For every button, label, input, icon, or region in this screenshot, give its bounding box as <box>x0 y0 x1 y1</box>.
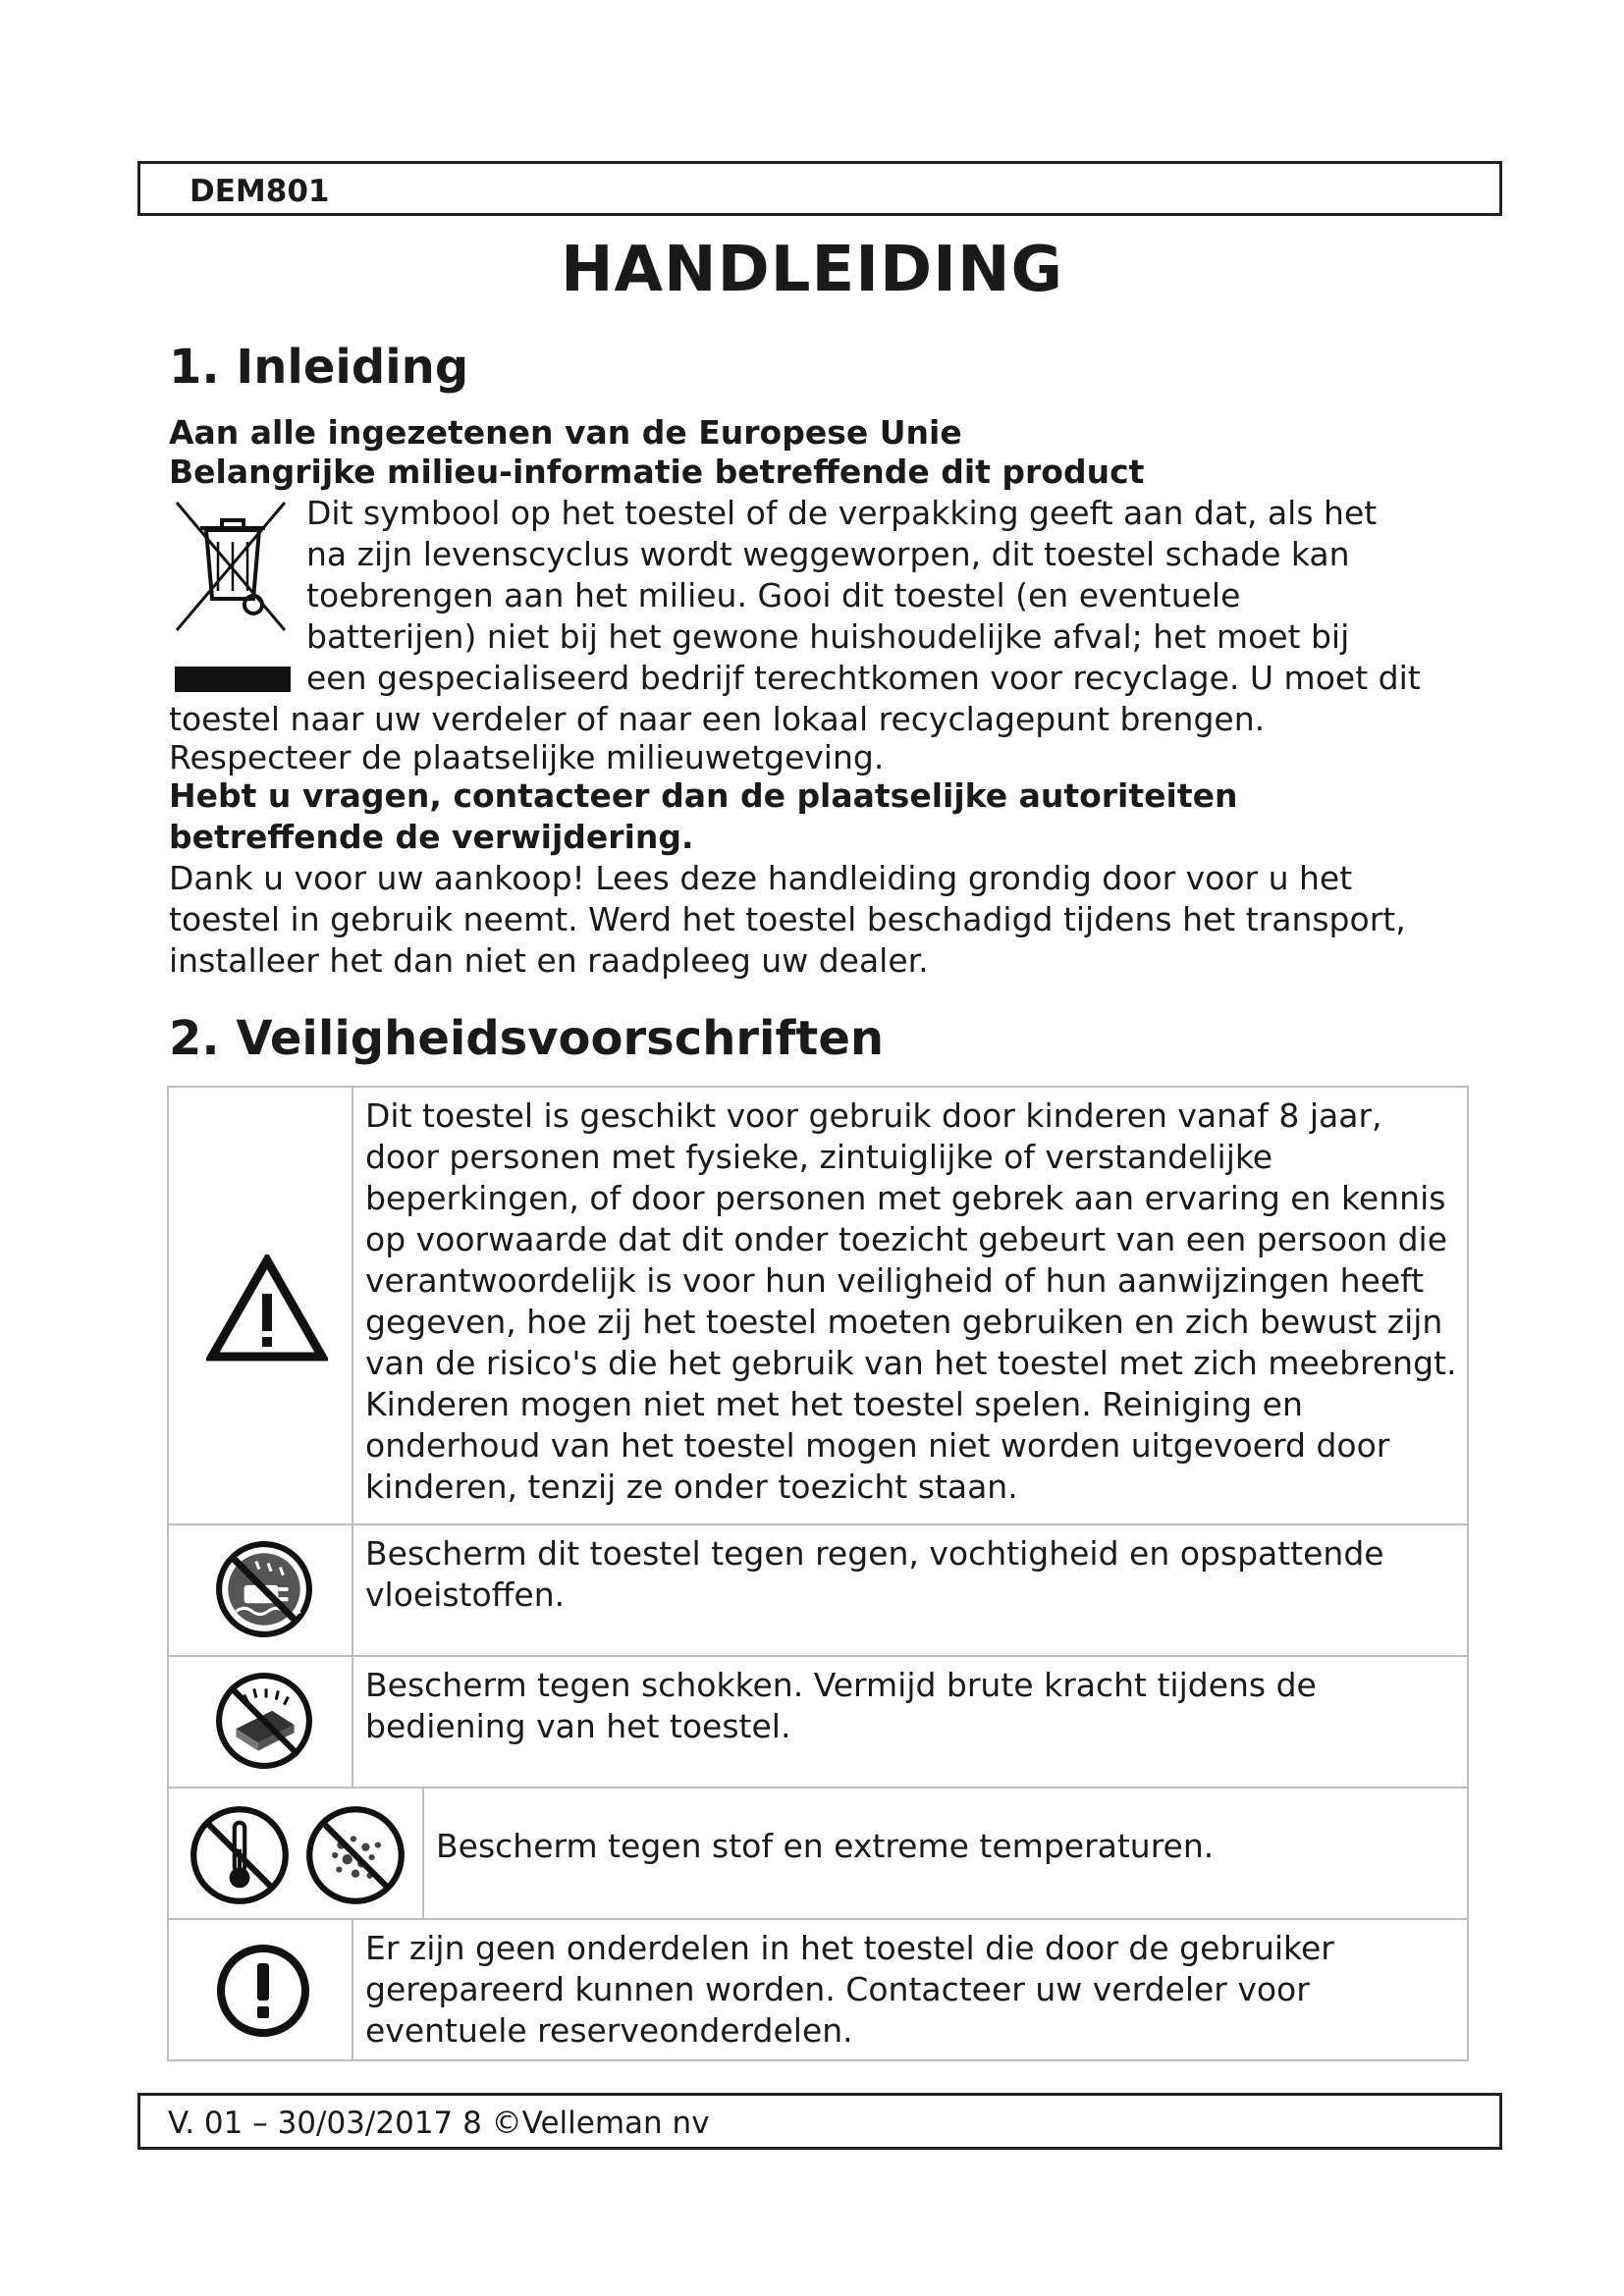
safety-row <box>167 1086 1469 1525</box>
footer-frame <box>137 2093 1502 2150</box>
safety-row <box>167 1657 1469 1789</box>
safety-icon-cell <box>169 1525 353 1655</box>
warning-triangle-icon <box>206 1255 328 1362</box>
thanks-line: toestel in gebruik neemt. Werd het toestel beschadigd tijdens het transport, <box>169 900 1406 938</box>
safety-text-line: bediening van het toestel. <box>365 1707 791 1745</box>
weee-text-line: toestel naar uw verdeler of naar een lokaal recyclagepunt brengen. <box>169 700 1266 738</box>
safety-text-cell <box>353 1533 1467 1616</box>
no-shock-icon <box>214 1671 314 1771</box>
safety-icon-cell <box>169 1657 353 1787</box>
version-footer: V. 01 – 30/03/2017 8 ©Velleman nv <box>168 2106 710 2141</box>
safety-text-line: vloeistoffen. <box>365 1575 566 1614</box>
safety-text-line: Bescherm dit toestel tegen regen, vochtigheid en opspattende <box>365 1534 1384 1573</box>
thanks-paragraph <box>169 858 1485 982</box>
safety-text-line: Kinderen mogen niet met het toestel spelen. Reiniging en <box>365 1385 1303 1423</box>
safety-text-cell <box>353 1928 1467 2052</box>
exclamation-circle-icon <box>214 1942 312 2040</box>
safety-text-line: gerepareerd kunnen worden. Contacteer uw verdeler voor <box>365 1970 1310 2008</box>
page-title: HANDLEIDING <box>560 234 1064 306</box>
section-heading-inleiding: 1. Inleiding <box>169 340 469 395</box>
safety-text-line: Bescherm tegen schokken. Vermijd brute kracht tijdens de <box>365 1666 1317 1704</box>
weee-text-line: batterijen) niet bij het gewone huishoudelijke afval; het moet bij <box>306 617 1350 656</box>
no-temperature-icon <box>189 1804 291 1906</box>
safety-row <box>167 1920 1469 2061</box>
safety-text-line: Bescherm tegen stof en extreme temperaturen. <box>436 1827 1215 1865</box>
safety-text-line: van de risico's die het gebruik van het toestel met zich meebrengt. <box>365 1344 1457 1382</box>
safety-text-line: Er zijn geen onderdelen in het toestel die door de gebruiker <box>365 1929 1334 1967</box>
safety-icon-cell <box>169 1088 353 1523</box>
no-dust-icon <box>304 1804 406 1906</box>
questions-line: betreffende de verwijdering. <box>169 818 694 856</box>
weee-text-line: Dit symbool op het toestel of de verpakking geeft aan dat, als het <box>306 494 1378 532</box>
safety-text-line: verantwoordelijk is voor hun veiligheid of hun aanwijzingen heeft <box>365 1261 1425 1300</box>
thanks-line: installeer het dan niet en raadpleeg uw dealer. <box>169 941 929 980</box>
safety-text-cell <box>353 1095 1467 1508</box>
safety-row <box>167 1525 1469 1657</box>
safety-text-cell <box>353 1665 1467 1747</box>
safety-icon-cell <box>169 1789 424 1918</box>
safety-icon-cell <box>169 1920 353 2059</box>
model-number: DEM801 <box>189 174 330 209</box>
thanks-line: Dank u voor uw aankoop! Lees deze handleiding grondig door voor u het <box>169 859 1353 897</box>
no-water-icon <box>214 1539 314 1639</box>
safety-text-line: gegeven, hoe zij het toestel moeten gebruiken en zich bewust zijn <box>365 1303 1443 1341</box>
eu-residents-line: Aan alle ingezetenen van de Europese Unie <box>169 413 962 452</box>
safety-text-line: door personen met fysieke, zintuiglijke of verstandelijke <box>365 1138 1273 1176</box>
safety-text-line: onderhoud van het toestel mogen niet worden uitgevoerd door <box>365 1426 1390 1465</box>
weee-text-line: na zijn levenscyclus wordt weggeworpen, dit toestel schade kan <box>306 535 1350 573</box>
safety-text-cell <box>424 1826 1467 1867</box>
section-heading-veiligheid: 2. Veiligheidsvoorschriften <box>169 1011 885 1066</box>
weee-text-line: Respecteer de plaatselijke milieuwetgeving. <box>169 738 885 776</box>
safety-text-line: op voorwaarde dat dit onder toezicht gebeurt van een persoon die <box>365 1220 1448 1258</box>
safety-text-line: Dit toestel is geschikt voor gebruik door kinderen vanaf 8 jaar, <box>365 1096 1382 1135</box>
safety-row <box>167 1789 1469 1920</box>
environment-info-line: Belangrijke milieu-informatie betreffende dit product <box>169 453 1145 491</box>
weee-paragraph <box>169 493 1485 775</box>
weee-text-line: een gespecialiseerd bedrijf terechtkomen voor recyclage. U moet dit <box>306 659 1421 697</box>
questions-paragraph <box>169 775 1485 858</box>
safety-text-line: beperkingen, of door personen met gebrek aan ervaring en kennis <box>365 1179 1446 1217</box>
weee-text-line: toebrengen aan het milieu. Gooi dit toestel (en eventuele <box>306 576 1241 614</box>
header-frame <box>137 161 1502 216</box>
safety-text-line: eventuele reserveonderdelen. <box>365 2011 853 2050</box>
safety-text-line: kinderen, tenzij ze onder toezicht staan. <box>365 1468 1018 1506</box>
questions-line: Hebt u vragen, contacteer dan de plaatselijke autoriteiten <box>169 776 1238 815</box>
